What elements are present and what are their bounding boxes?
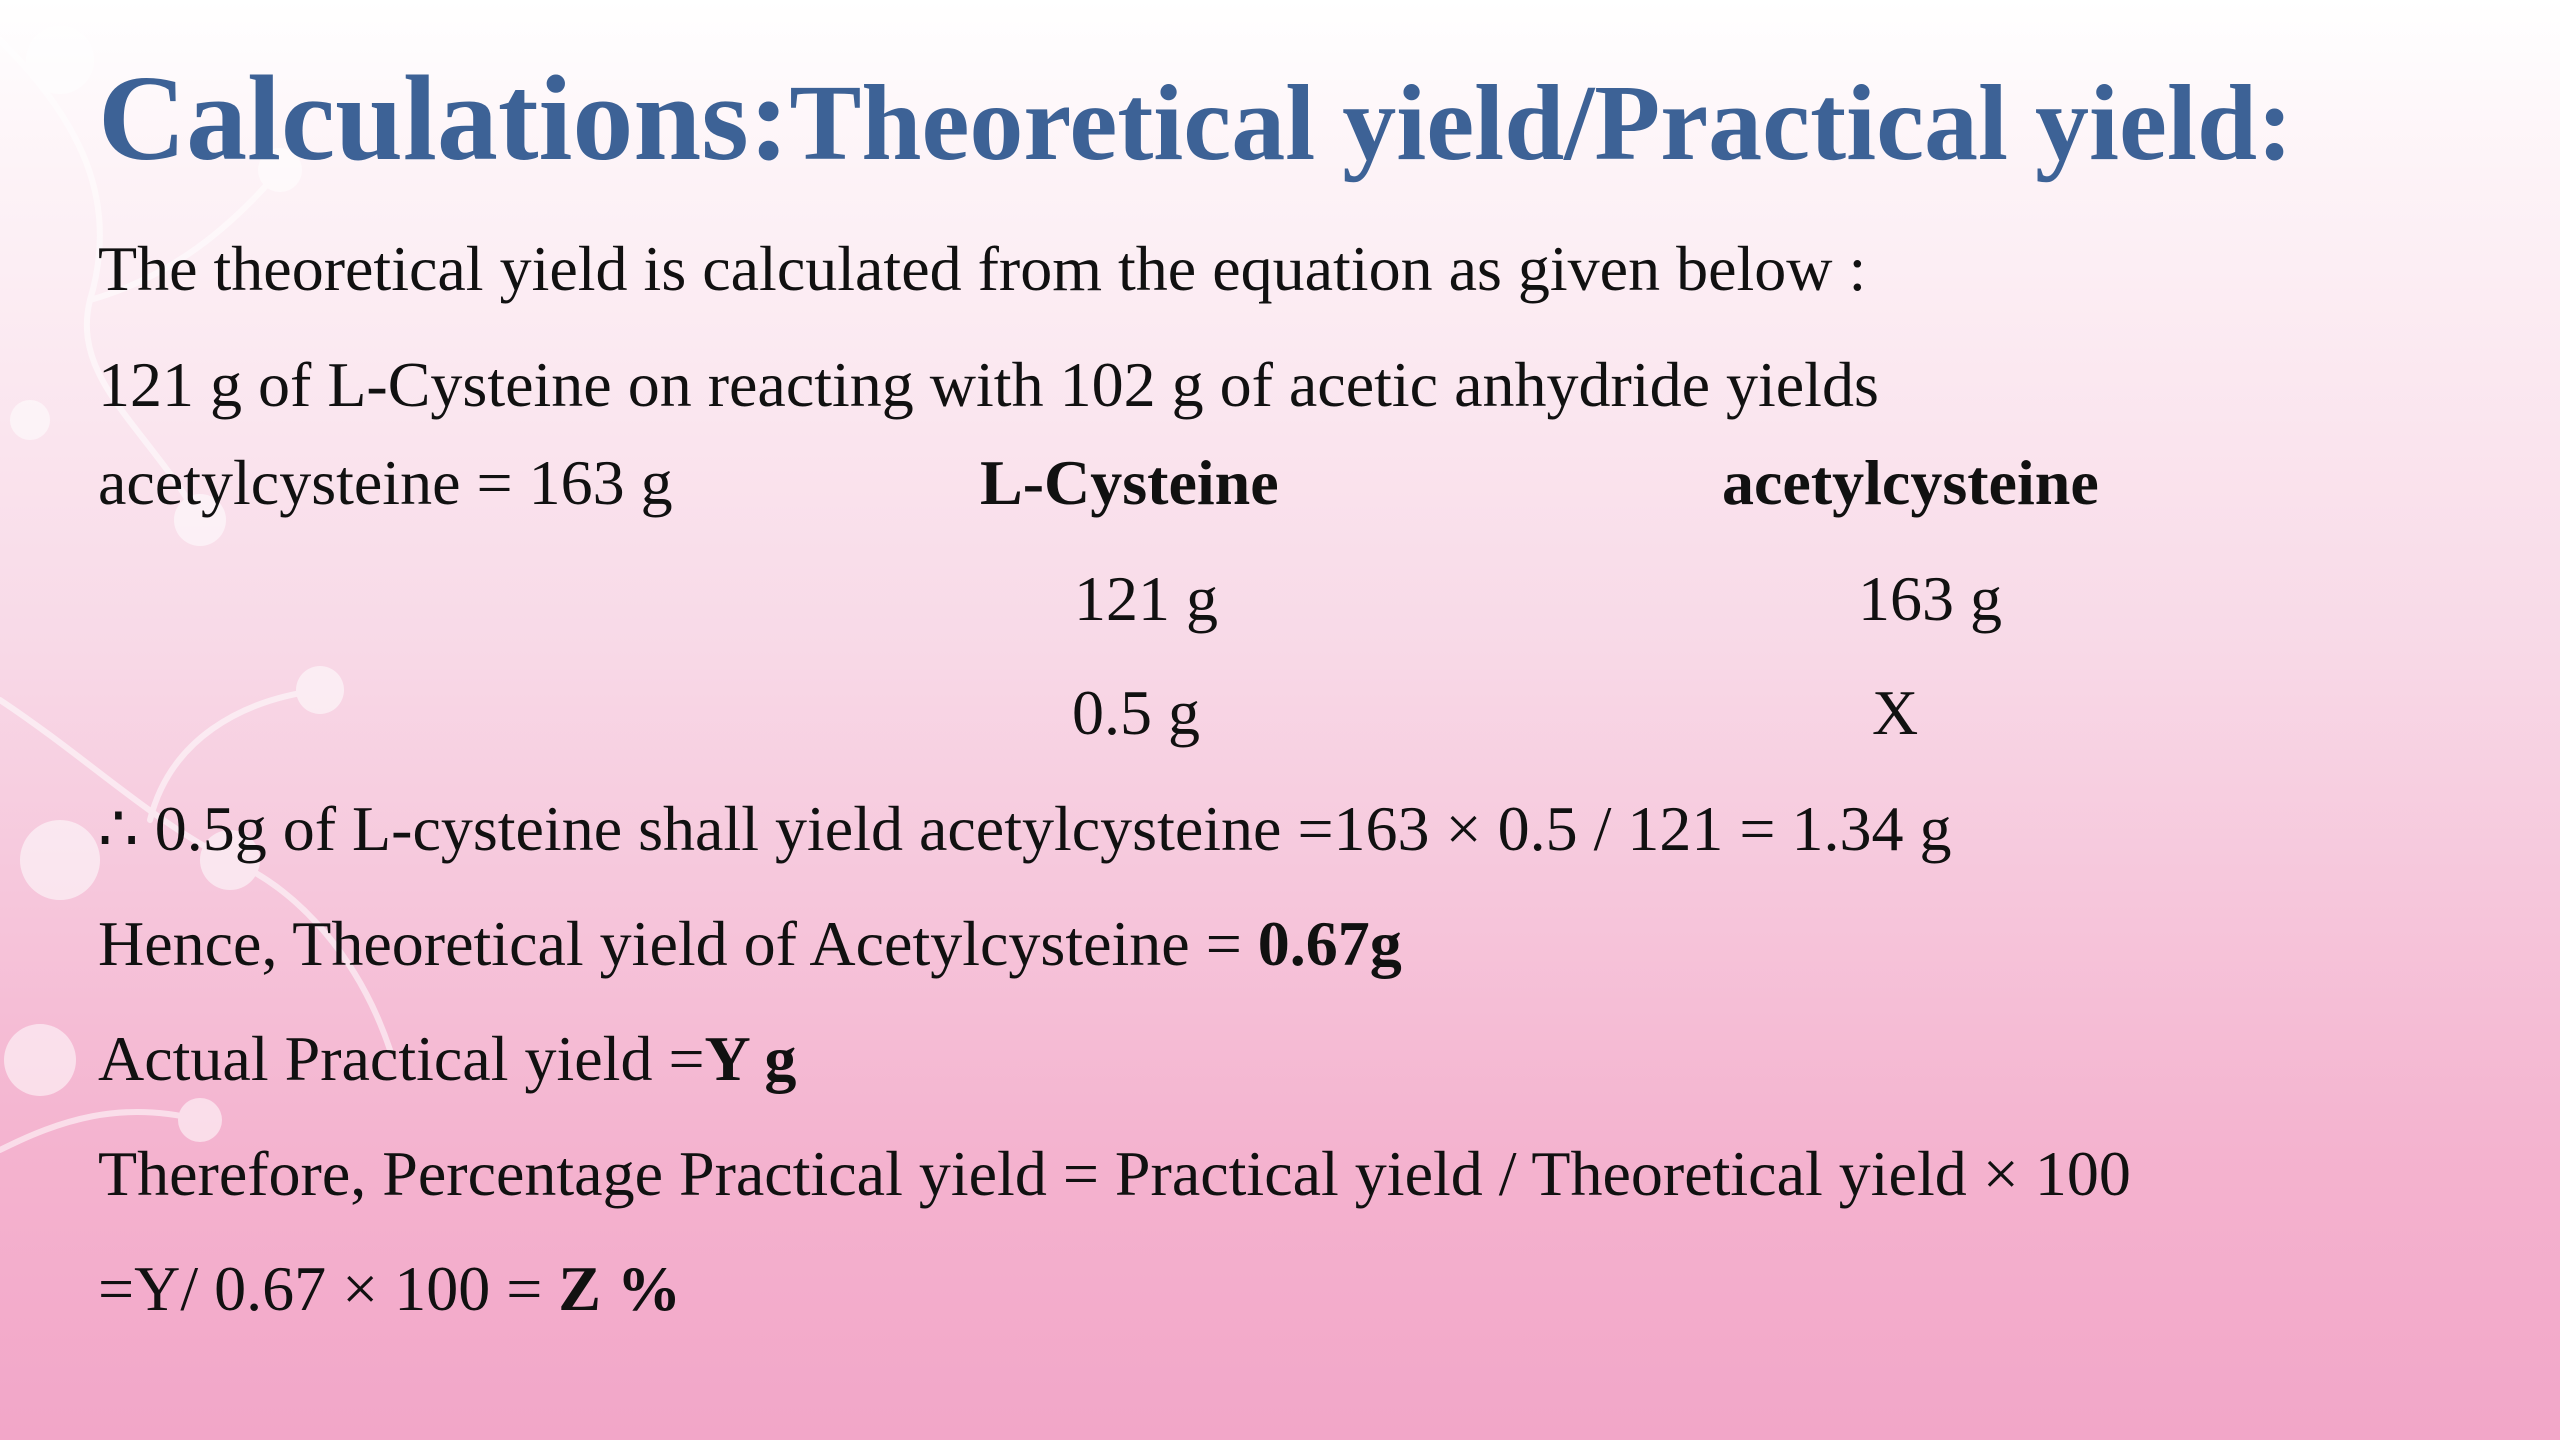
title-yield: Theoretical yield/Practical yield: (789, 64, 2293, 183)
statement-line-1: 121 g of L-Cysteine on reacting with 102 g of acetic anhydride yields (98, 349, 1879, 420)
therefore-calculation: ∴ 0.5g of L-cysteine shall yield acetylcysteine =163 × 0.5 / 121 = 1.34 g (98, 793, 1952, 864)
actual-yield-value: Y g (704, 1023, 797, 1094)
actual-yield-line (98, 1022, 796, 1096)
table-header-acetylcysteine: acetylcysteine (1722, 447, 2099, 518)
table-row2-acetylcysteine: X (1872, 677, 1919, 748)
theoretical-yield-line (98, 907, 1402, 981)
theoretical-yield-value: 0.67g (1257, 908, 1402, 979)
cherry-blossom-decoration (0, 0, 420, 1440)
table-row1-l-cysteine: 121 g (1074, 563, 1218, 634)
final-result-line (98, 1252, 681, 1326)
final-result-label: =Y/ 0.67 × 100 = (98, 1253, 559, 1324)
theoretical-yield-label: Hence, Theoretical yield of Acetylcysteine = (98, 908, 1258, 979)
table-header-l-cysteine: L-Cysteine (980, 447, 1279, 518)
percentage-formula: Therefore, Percentage Practical yield = Practical yield / Theoretical yield × 100 (98, 1138, 2131, 1209)
table-row1-acetylcysteine: 163 g (1858, 563, 2002, 634)
final-result-value: Z % (558, 1253, 681, 1324)
title-calculations: Calculations: (98, 51, 790, 186)
intro-text: The theoretical yield is calculated from the equation as given below : (98, 233, 1867, 304)
statement-line-2: acetylcysteine = 163 g (98, 447, 673, 518)
slide-title (98, 52, 2293, 186)
table-row2-l-cysteine: 0.5 g (1072, 677, 1200, 748)
actual-yield-label: Actual Practical yield = (98, 1023, 705, 1094)
